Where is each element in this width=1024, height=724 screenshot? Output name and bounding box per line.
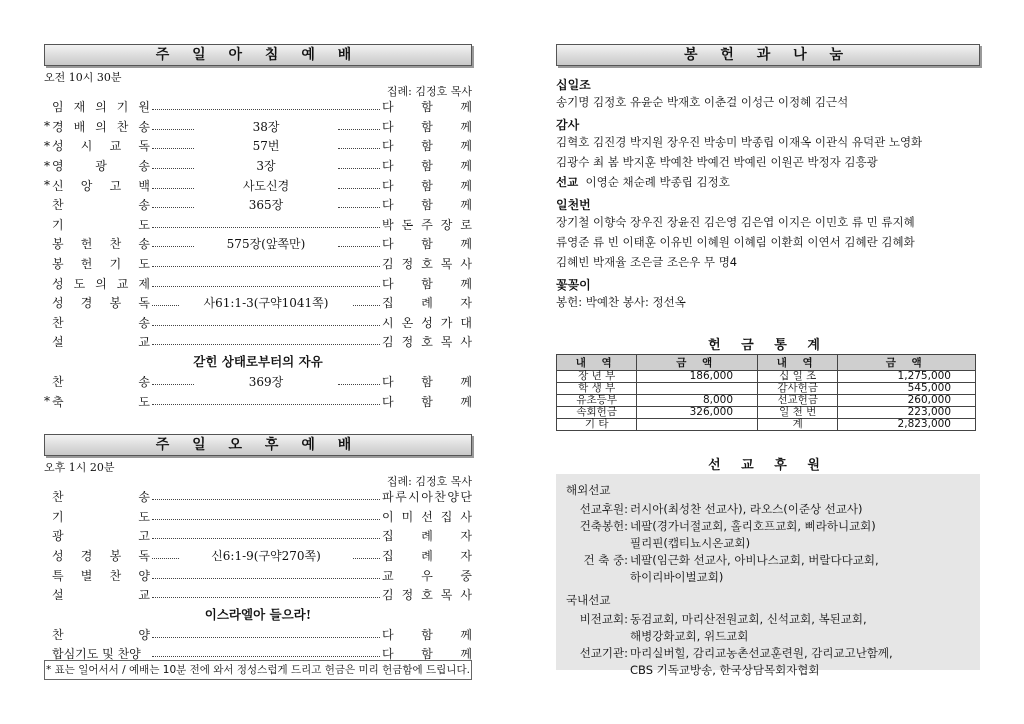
leader-dots [338,148,380,149]
thanks-label: 감사 [556,118,580,132]
overseas-list [566,501,970,586]
mission-offering-label: 선교 [556,175,579,189]
finance-row [557,395,976,407]
thousand-names-3: 김혜빈 박재율 조은글 조은우 무 명4 [556,255,738,269]
order-row [44,546,472,566]
afternoon-order-list [44,487,472,605]
finance-item: 일 천 번 [758,407,838,419]
thousand-names-2: 류영준 류 빈 이태훈 이유빈 이혜원 이혜림 이환희 이연서 김혜란 김혜화 [556,235,915,249]
leader-dots [338,188,380,189]
order-item-leader: 파 루 시 아 찬 양 단 [382,490,472,505]
mission-key: 선교기관: [579,646,628,660]
mission-line [566,501,970,518]
mission-key [566,569,628,586]
order-item-label: 합심기도 및 찬양 [52,647,141,662]
mission-key [566,628,628,645]
order-row [44,195,472,215]
offering-title: 봉 헌 과 나 눔 [556,44,980,66]
order-item-leader: 다 함 께 [382,394,472,409]
mission-key [566,662,628,679]
order-item-leader: 다 함 께 [382,237,472,252]
mission-line [566,628,970,645]
order-item-leader: 김 정 호 목 사 [382,588,472,603]
order-row [44,391,472,411]
finance-title: 헌 금 통 계 [708,338,828,353]
order-item-label: 찬 송 [52,375,150,390]
finance-amount: 260,000 [838,395,976,407]
order-item-label: 성 도 의 교 제 [52,276,150,291]
mission-line [566,552,970,569]
order-item-label: 기 도 [52,217,150,232]
leader-dots [152,384,194,385]
finance-amount: 2,823,000 [838,419,976,431]
order-item-leader: 다 함 께 [382,100,472,115]
domestic-list [566,611,970,679]
order-row [44,215,472,235]
mission-offering-line [556,172,980,192]
order-item-label: 성 시 교 독 [52,139,150,154]
order-item-detail: 365장 [248,198,284,213]
mission-key: 비전교회: [579,612,628,626]
thousand-names-1: 장기철 이향숙 장우진 장윤진 김은영 김은엽 이지은 이민호 류 민 류지혜 [556,215,915,229]
order-item-leader: 다 함 께 [382,119,472,134]
order-item-label: 찬 송 [52,198,150,213]
order-item-leader: 김 정 호 목 사 [382,257,472,272]
order-item-label: 성 경 봉 독 [52,549,150,564]
order-item-label: 찬 송 [52,490,150,505]
order-row [44,254,472,274]
order-row [44,175,472,195]
order-row [44,293,472,313]
mission-value: 마리실버힐, 감리교농촌선교훈련원, 감리교고난함께, [630,646,893,660]
finance-row [557,371,976,383]
leader-dots [152,148,194,149]
order-row [44,625,472,645]
order-row [44,487,472,507]
finance-amount: 545,000 [838,383,976,395]
leader-dots [338,384,380,385]
order-item-leader: 집 례 자 [382,549,472,564]
order-item-label: 광 고 [52,529,150,544]
leader-dots [338,246,380,247]
order-row [44,156,472,176]
order-item-label: 영 광 송 [52,159,150,174]
morning-order-list [44,97,472,352]
leader-dots [152,325,380,326]
order-row [44,526,472,546]
finance-item: 계 [758,419,838,431]
standing-mark: * [44,158,50,173]
order-item-detail: 57번 [252,139,280,154]
order-row [44,372,472,392]
order-item-detail: 사도신경 [242,178,290,193]
order-item-leader: 교 우 중 [382,568,472,583]
leader-dots [152,519,380,520]
finance-item: 유초등부 [557,395,637,407]
thanks-names-1: 김혁호 김진경 박지원 장우진 박송미 박종립 이재옥 이관식 유덕관 노영화 [556,135,923,149]
mission-value: 러시아(최성찬 선교사), 라오스(이준상 선교사) [630,502,863,516]
finance-header-item: 내 역 [557,355,637,371]
order-item-leader: 다 함 께 [382,647,472,662]
standing-mark: * [44,138,50,153]
order-item-leader: 박 돈 주 장 로 [382,217,472,232]
order-item-leader: 집 례 자 [382,529,472,544]
morning-service-title: 주 일 아 침 예 배 [44,44,472,66]
leader-dots [152,538,380,539]
order-item-label: 찬 양 [52,627,150,642]
mission-line [566,645,970,662]
finance-row [557,383,976,395]
order-row [44,136,472,156]
order-item-leader: 다 함 께 [382,198,472,213]
finance-header-amount: 금 액 [637,355,758,371]
finance-item: 십 일 조 [758,371,838,383]
leader-dots [152,129,194,130]
standing-mark: * [44,119,50,134]
order-row [44,507,472,527]
afternoon-officiant: 집례: 김정호 목사 [386,475,472,488]
mission-value: CBS 기독교방송, 한국상담목회자협회 [630,663,820,677]
order-item-label: 봉 헌 찬 송 [52,237,150,252]
order-item-label: 봉 헌 기 도 [52,257,150,272]
leader-dots [152,109,380,110]
leader-dots [152,246,194,247]
finance-header-row [557,355,976,371]
order-row [44,273,472,293]
finance-item: 감사헌금 [758,383,838,395]
afternoon-service-title: 주 일 오 후 예 배 [44,434,472,456]
mission-value: 네팔(임근화 선교사, 아비나스교회, 버랄다다교회, [630,553,879,567]
finance-amount: 326,000 [637,407,758,419]
order-item-detail: 38장 [252,119,280,134]
afternoon-service-time: 오후 1시 20분 [44,461,115,474]
mission-value: 네팔(경가너절교회, 홀리호프교회, 삐라하니교회) [630,519,876,533]
order-row [44,565,472,585]
finance-table [556,354,976,431]
mission-value: 하이리바이벌교회) [630,570,724,584]
finance-header-amount: 금 액 [838,355,976,371]
order-item-leader: 다 함 께 [382,159,472,174]
order-item-leader: 다 함 께 [382,276,472,291]
finance-amount: 223,000 [838,407,976,419]
order-row [44,97,472,117]
morning-order-list-closing [44,372,472,411]
finance-item: 기 타 [557,419,637,431]
morning-officiant: 집례: 김정호 목사 [386,85,472,98]
order-item-leader: 집 례 자 [382,296,472,311]
mission-value: 필리핀(캡티뇨시온교회) [630,536,751,550]
order-item-detail: 575장(앞쪽만) [226,237,306,252]
order-item-leader: 이 미 선 집 사 [382,509,472,524]
thousand-label: 일천번 [556,198,591,212]
leader-dots [152,168,194,169]
flower-label: 꽃꽂이 [556,278,591,292]
leader-dots [152,305,179,306]
leader-dots [152,344,380,345]
leader-dots [152,558,179,559]
order-row [44,313,472,333]
finance-amount [637,383,758,395]
leader-dots [152,404,380,405]
order-item-label: 경 배 의 찬 송 [52,119,150,134]
order-item-label: 축 도 [52,394,150,409]
order-row [44,332,472,352]
order-item-detail: 신6:1-9(구약270쪽) [211,549,321,564]
flower-names: 봉헌: 박예찬 봉사: 정선옥 [556,295,686,309]
afternoon-order-list-closing [44,625,472,664]
finance-item: 장 년 부 [557,371,637,383]
missions-section [556,454,980,677]
overseas-label: 해외선교 [566,483,611,497]
order-item-label: 신 앙 고 백 [52,178,150,193]
order-row [44,585,472,605]
leader-dots [338,168,380,169]
finance-row [557,407,976,419]
domestic-label: 국내선교 [566,593,611,607]
order-item-label: 기 도 [52,509,150,524]
order-row [44,234,472,254]
leader-dots [152,578,380,579]
order-item-leader: 다 함 께 [382,178,472,193]
leader-dots [152,188,194,189]
finance-item: 학 생 부 [557,383,637,395]
thanks-names-2: 김광수 최 봄 박지훈 박예찬 박예건 박예린 이원곤 박정자 김흥광 [556,155,878,169]
leader-dots [152,207,194,208]
finance-section [556,334,980,431]
leader-dots [353,305,380,306]
order-item-leader: 다 함 께 [382,139,472,154]
leader-dots [152,656,380,657]
finance-amount: 1,275,000 [838,371,976,383]
order-item-label: 찬 송 [52,315,150,330]
order-item-detail: 사61:1-3(구약1041쪽) [203,296,329,311]
order-item-label: 설 교 [52,588,150,603]
mission-line [566,662,970,679]
leader-dots [152,266,380,267]
finance-item: 속회헌금 [557,407,637,419]
mission-value: 해병강화교회, 위드교회 [630,629,749,643]
leader-dots [338,207,380,208]
standing-mark: * [44,394,50,409]
mission-offering-names: 이영순 채순례 박종립 김정호 [585,175,730,189]
order-item-leader: 다 함 께 [382,375,472,390]
missions-title: 선 교 후 원 [708,458,828,473]
finance-item: 선교헌금 [758,395,838,407]
order-item-leader: 김 정 호 목 사 [382,335,472,350]
order-item-leader: 시 온 성 가 대 [382,315,472,330]
leader-dots [152,499,380,500]
afternoon-sermon-title: 이스라엘아 들으라! [204,606,312,622]
order-item-detail: 3장 [256,159,276,174]
order-item-leader: 다 함 께 [382,627,472,642]
leader-dots [152,637,380,638]
order-item-label: 특 별 찬 양 [52,568,150,583]
mission-key [566,535,628,552]
mission-key: 건 축 중: [583,553,628,567]
footer-note: * 표는 일어서서 / 예배는 10분 전에 와서 정성스럽게 드리고 헌금은 미리 헌금함에 드립니다. [44,660,472,680]
afternoon-service [44,434,472,664]
order-item-label: 임 재 의 기 원 [52,100,150,115]
tithe-label: 십일조 [556,78,591,92]
morning-service-time: 오전 10시 30분 [44,71,122,84]
standing-mark: * [44,178,50,193]
finance-amount [637,419,758,431]
leader-dots [152,227,380,228]
finance-header-item: 내 역 [758,355,838,371]
mission-line [566,611,970,628]
leader-dots [353,558,380,559]
mission-line [566,535,970,552]
finance-row [557,419,976,431]
offering-section [556,44,980,312]
mission-line [566,569,970,586]
mission-key: 선교후원: [579,502,628,516]
leader-dots [152,286,380,287]
order-row [44,117,472,137]
mission-key: 건축봉헌: [579,519,628,533]
morning-service [44,44,472,411]
order-item-label: 설 교 [52,335,150,350]
leader-dots [152,597,380,598]
order-item-label: 성 경 봉 독 [52,296,150,311]
morning-sermon-title: 갇힌 상태로부터의 자유 [193,353,323,369]
leader-dots [338,129,380,130]
finance-amount: 8,000 [637,395,758,407]
finance-amount: 186,000 [637,371,758,383]
mission-line [566,518,970,535]
order-item-detail: 369장 [248,375,284,390]
mission-value: 동검교회, 마리산전원교회, 신석교회, 복된교회, [630,612,867,626]
missions-box [556,474,980,677]
tithe-names: 송기명 김정호 유윤순 박재호 이춘걸 이성근 이정혜 김근석 [556,95,849,109]
